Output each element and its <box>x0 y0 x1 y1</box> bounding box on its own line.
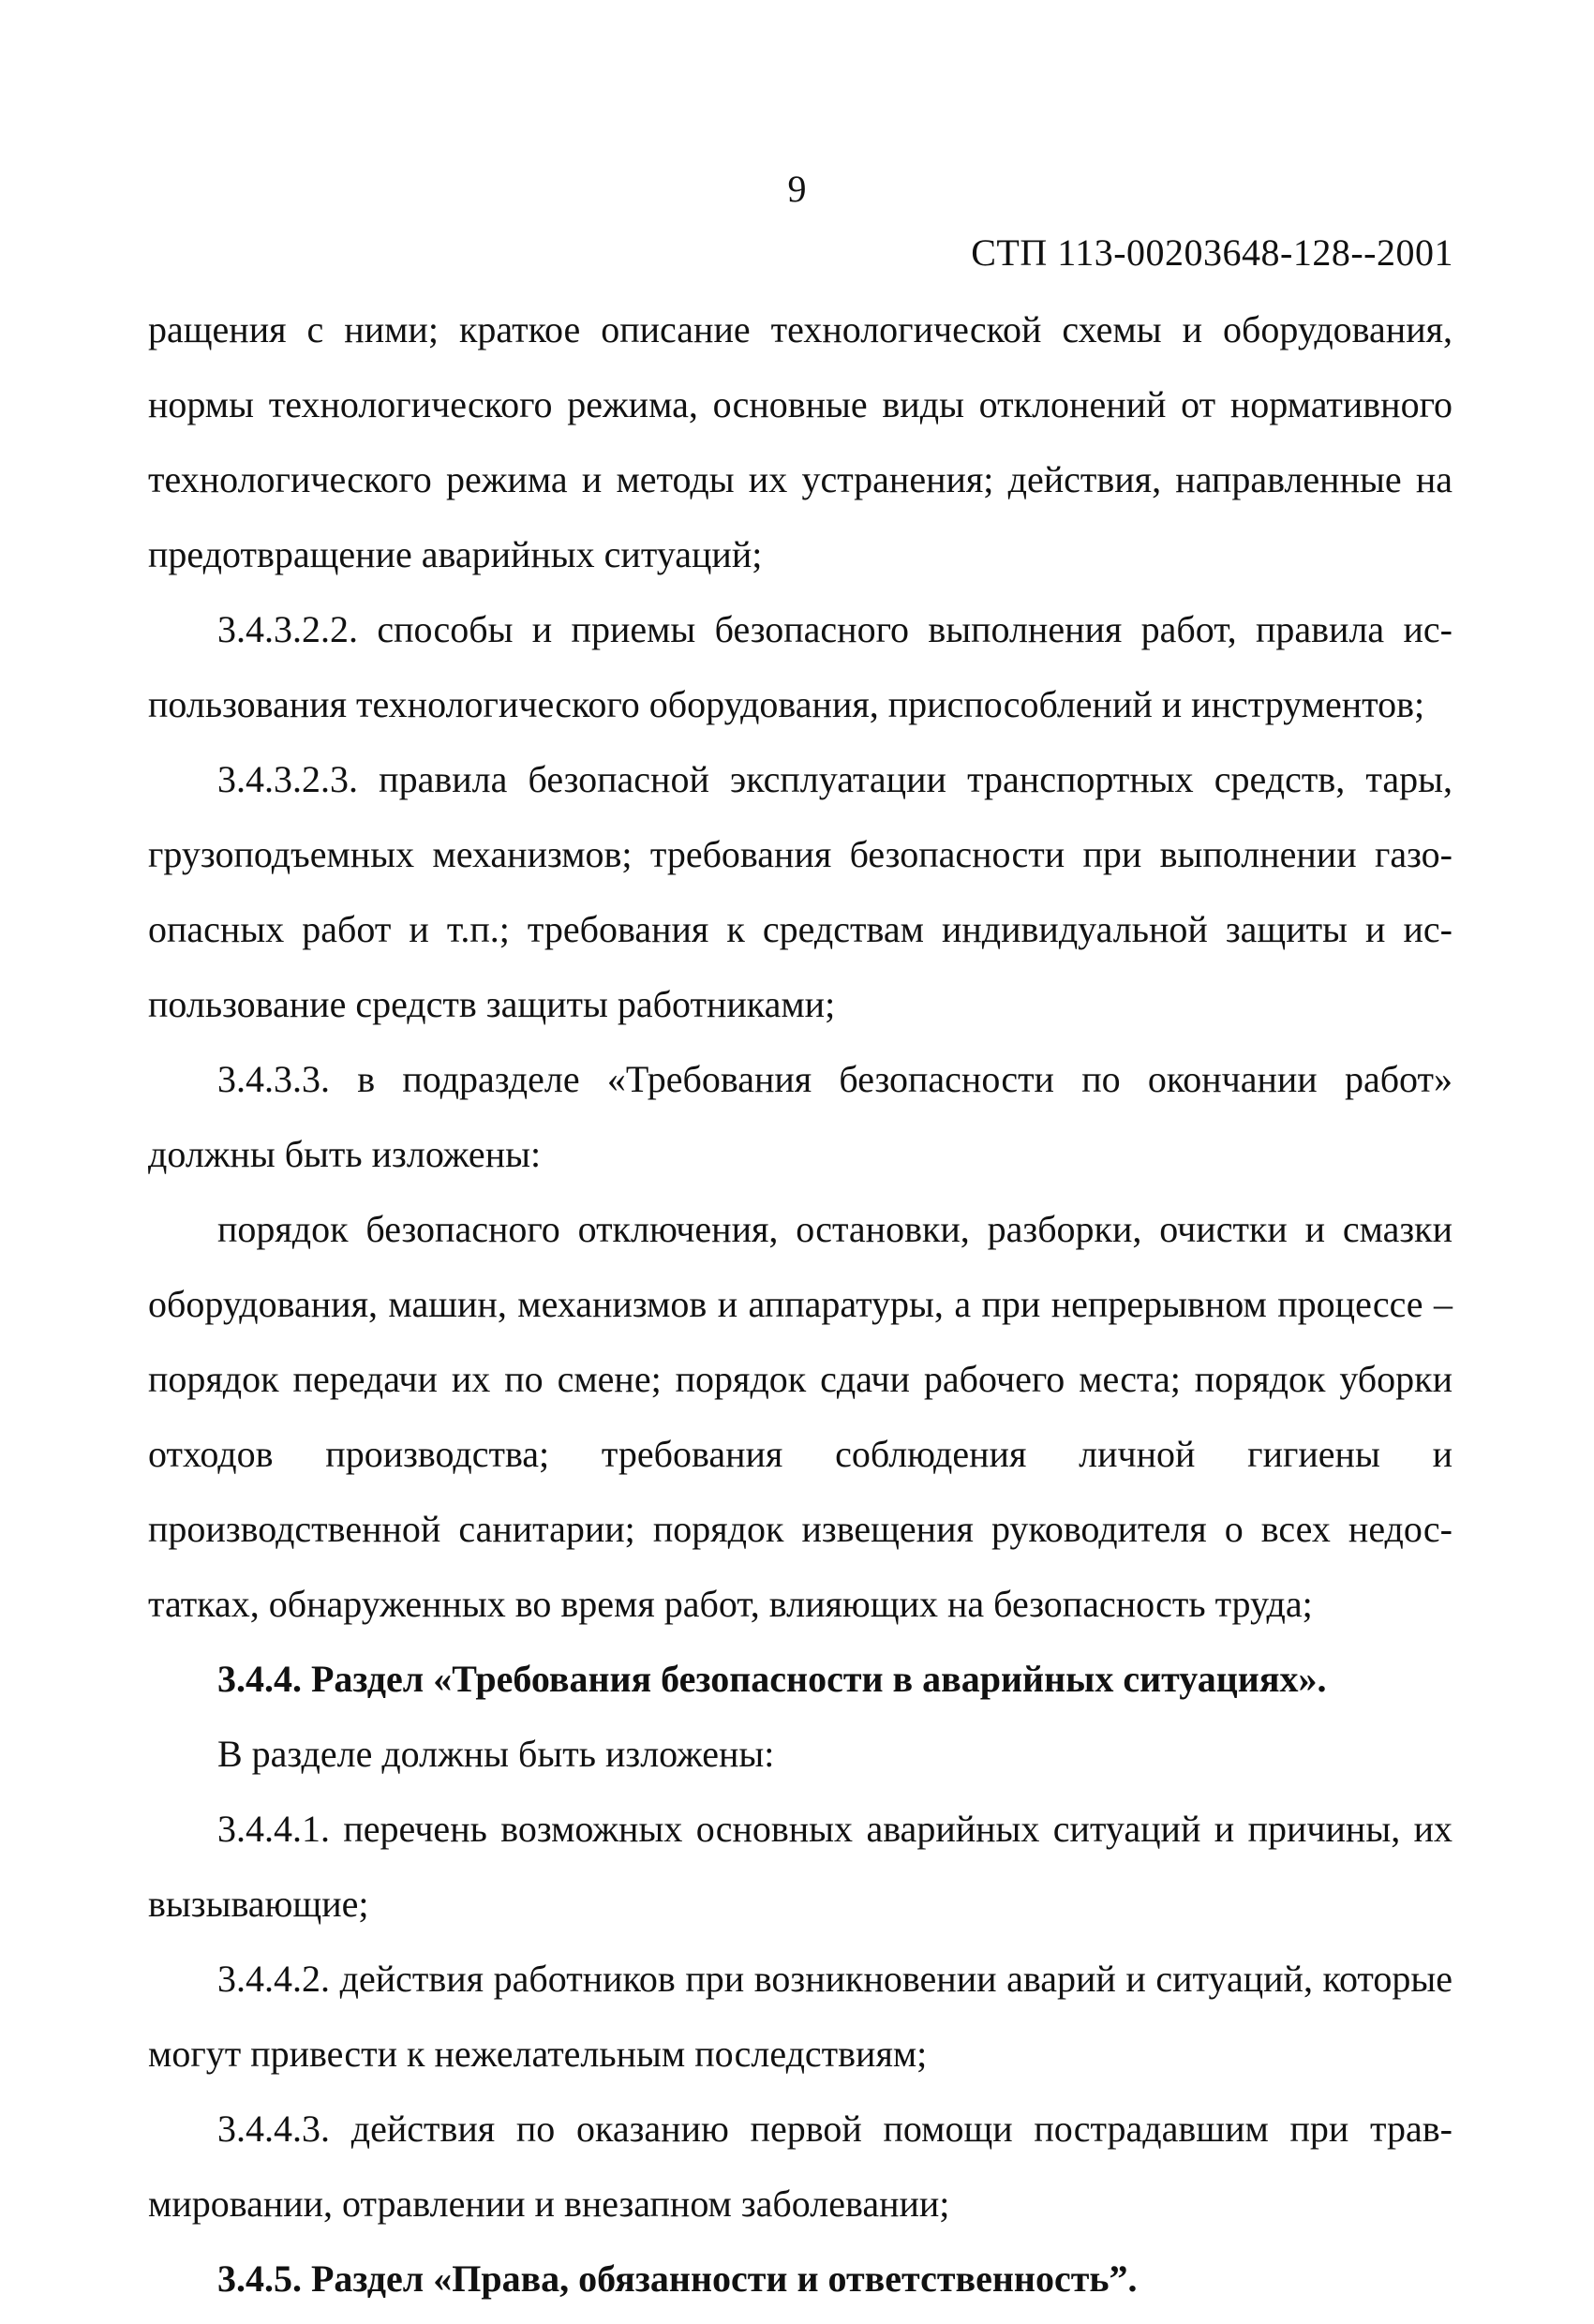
paragraph-3-4-3-2-3: 3.4.3.2.3. правила безопасной эксплуатации транспортных средств, тары, грузоподъемных механизмов; требования безопасности при выполнении газоопасных работ и т.п.; требования к средствам индивидуальной защиты и использование средств защиты работниками; <box>148 758 1452 1025</box>
paragraph-section-intro: В разделе должны быть изложены: <box>217 1733 775 1775</box>
document-body <box>148 292 1452 2317</box>
document-code: СТП 113-00203648-128--2001 <box>971 231 1453 274</box>
section-heading-3-4-4: 3.4.4. Раздел «Требования безопасности в аварийных ситуациях». <box>217 1658 1327 1700</box>
paragraph-continuation: ращения с ними; краткое описание технологической схемы и оборудования, нормы технологического режима, основные виды отклонений от нормативного технологического режима и методы их устранения; действия, направленные на предотвращение аварийных ситуаций; <box>148 308 1452 575</box>
paragraph-3-4-4-2: 3.4.4.2. действия работников при возникновении аварий и ситуаций, которые могут привести к нежелательным последствиям; <box>148 1958 1452 2075</box>
paragraph-end-of-work-procedure: порядок безопасного отключения, остановки, разборки, очистки и смазки оборудования, машин, механизмов и аппаратуры, а при непрерывном процессе – порядок передачи их по смене; порядок сдачи рабочего места; порядок уборки отходов производства; требования соблюдения личной гигиены и производственной санитарии; порядок извещения руководителя о всех недостатках, обнаруженных во время работ, влияющих на безопасность труда; <box>148 1208 1452 1625</box>
section-heading-3-4-5: 3.4.5. Раздел «Права, обязанности и ответственность”. <box>217 2257 1138 2300</box>
paragraph-3-4-3-2-2: 3.4.3.2.2. способы и приемы безопасного выполнения работ, правила использования технологического оборудования, приспособлений и инструментов; <box>148 608 1452 725</box>
page-number: 9 <box>787 168 807 210</box>
paragraph-3-4-3-3: 3.4.3.3. в подразделе «Требования безопасности по окончании работ» должны быть изложены: <box>148 1058 1452 1175</box>
paragraph-3-4-4-3: 3.4.4.3. действия по оказанию первой помощи пострадавшим при травмировании, отравлении и внезапном заболевании; <box>148 2108 1452 2225</box>
paragraph-3-4-4-1: 3.4.4.1. перечень возможных основных аварийных ситуаций и причины, их вызывающие; <box>148 1808 1452 1925</box>
